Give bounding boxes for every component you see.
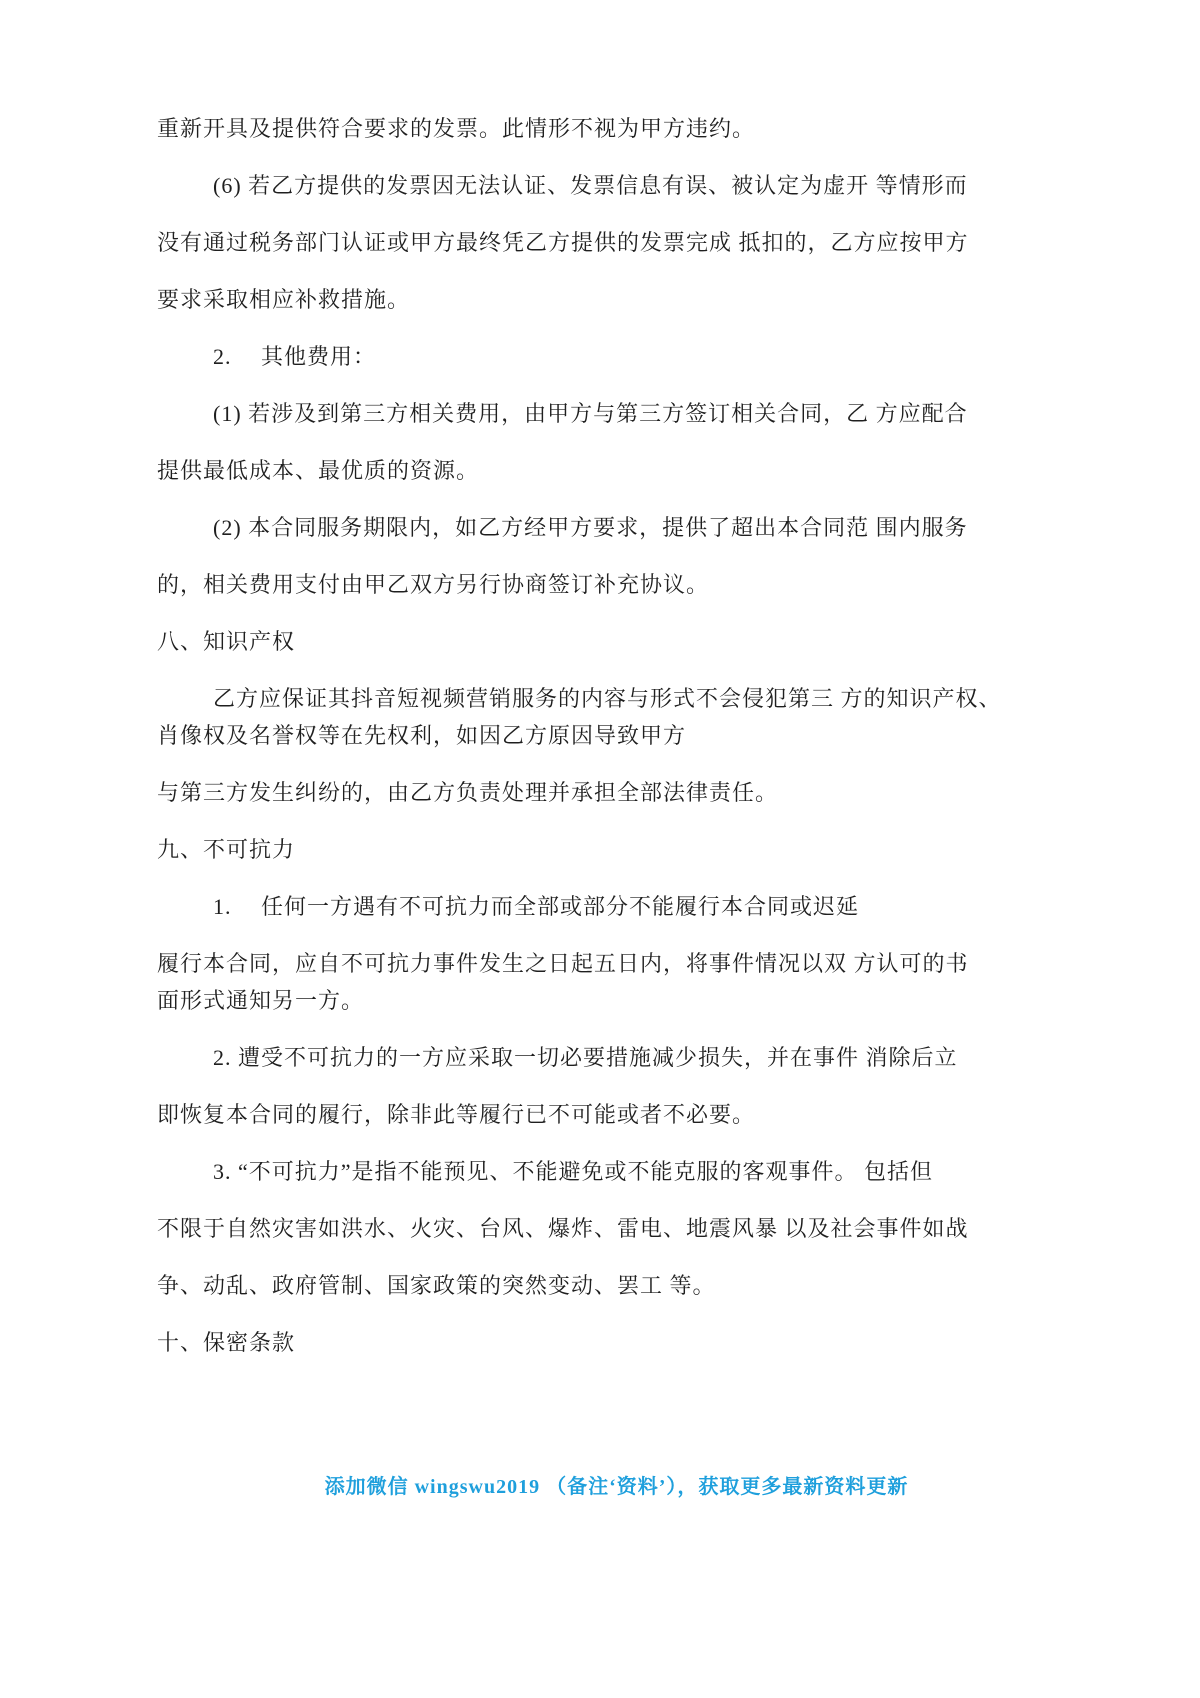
- footer-prefix-text: 添加微信: [324, 1476, 415, 1498]
- footer-suffix-text: （备注‘资料’），获取更多最新资料更新: [540, 1476, 909, 1498]
- paragraph-line: 要求采取相应补救措施。: [157, 287, 411, 312]
- paragraph-line: (2) 本合同服务期限内，如乙方经甲方要求，提供了超出本合同范 围内服务: [213, 515, 968, 540]
- paragraph-line: 即恢复本合同的履行，除非此等履行已不可能或者不必要。: [157, 1102, 756, 1127]
- paragraph-line: 提供最低成本、最优质的资源。: [157, 458, 480, 483]
- footer-note: [157, 1447, 1052, 1522]
- footer-wechat-id: wingswu2019: [414, 1476, 541, 1498]
- paragraph-line: (6) 若乙方提供的发票因无法认证、发票信息有误、被认定为虚开 等情形而: [213, 173, 968, 198]
- paragraph-line: 面形式通知另一方。: [157, 988, 365, 1013]
- paragraph-line: 履行本合同，应自不可抗力事件发生之日起五日内，将事件情况以双 方认可的书: [157, 951, 969, 976]
- contract-text-body: [157, 100, 1052, 1371]
- paragraph-line: 与第三方发生纠纷的，由乙方负责处理并承担全部法律责任。: [157, 780, 779, 805]
- section-heading-10: 十、保密条款: [157, 1330, 296, 1355]
- paragraph-line: 争、动乱、政府管制、国家政策的突然变动、罢工 等。: [157, 1273, 716, 1298]
- paragraph-line: 肖像权及名誉权等在先权利，如因乙方原因导致甲方: [157, 723, 687, 748]
- paragraph-line: 2. 其他费用：: [213, 344, 377, 369]
- paragraph-line: 不限于自然灾害如洪水、火灾、台风、爆炸、雷电、地震风暴 以及社会事件如战: [157, 1216, 969, 1241]
- paragraph-line: 1. 任何一方遇有不可抗力而全部或部分不能履行本合同或迟延: [213, 894, 860, 919]
- section-heading-9: 九、不可抗力: [157, 837, 296, 862]
- section-heading-8: 八、知识产权: [157, 629, 296, 654]
- paragraph-line: 乙方应保证其抖音短视频营销服务的内容与形式不会侵犯第三 方的知识产权、: [213, 686, 1002, 711]
- paragraph-line: 重新开具及提供符合要求的发票。此情形不视为甲方违约。: [157, 116, 756, 141]
- paragraph-line: (1) 若涉及到第三方相关费用，由甲方与第三方签订相关合同，乙 方应配合: [213, 401, 968, 426]
- paragraph-line: 没有通过税务部门认证或甲方最终凭乙方提供的发票完成 抵扣的，乙方应按甲方: [157, 230, 969, 255]
- paragraph-line: 3. “不可抗力”是指不能预见、不能避免或不能克服的客观事件。 包括但: [213, 1159, 934, 1184]
- paragraph-line: 2. 遭受不可抗力的一方应采取一切必要措施减少损失，并在事件 消除后立: [213, 1045, 958, 1070]
- paragraph-line: 的，相关费用支付由甲乙双方另行协商签订补充协议。: [157, 572, 710, 597]
